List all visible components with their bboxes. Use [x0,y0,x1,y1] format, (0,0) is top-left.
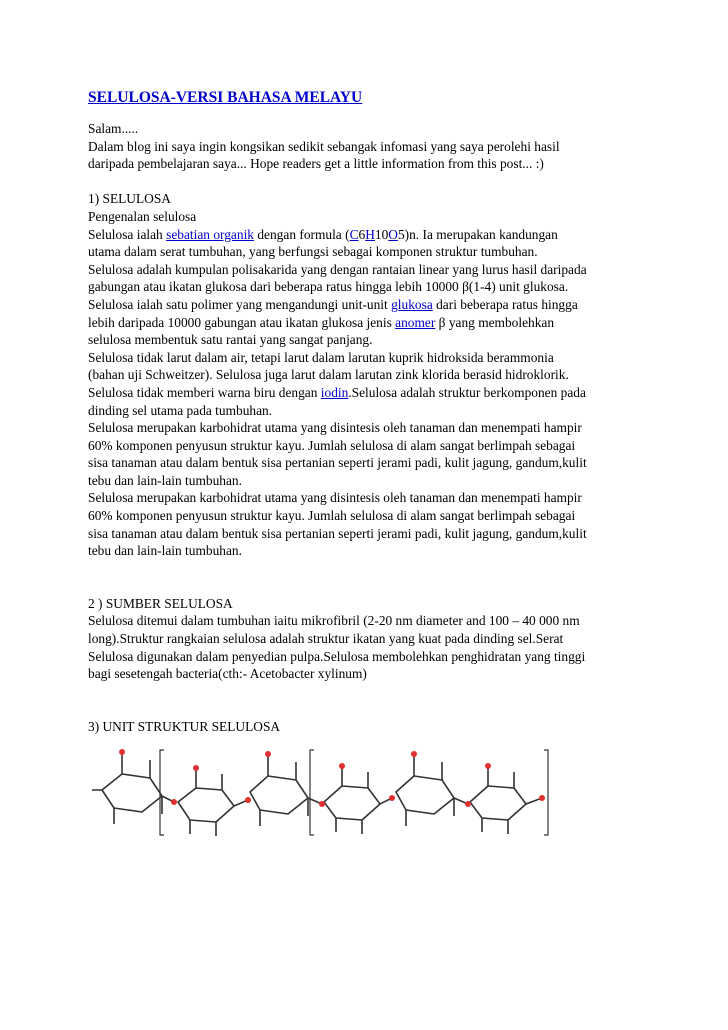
link-anomer[interactable]: anomer [395,314,436,330]
paragraph-line: 60% komponen penyusun struktur kayu. Jumlah selulosa di alam sangat berlimpah sebagai [88,437,576,453]
paragraph-line: selulosa membentuk satu rantai yang sangat panjang. [88,332,373,348]
paragraph-line: 60% komponen penyusun struktur kayu. Jumlah selulosa di alam sangat berlimpah sebagai [88,508,576,524]
paragraph-line [88,296,648,314]
paragraph-line: Selulosa ditemui dalam tumbuhan iaitu mikrofibril (2-20 nm diameter and 100 – 40 000 nm [88,613,580,629]
document-page [88,88,648,735]
link-carbon[interactable]: C [349,226,359,242]
intro-line: Dalam blog ini saya ingin kongsikan sedikit sebangak infomasi yang saya perolehi hasil [88,138,560,154]
text-span: Selulosa ialah [88,226,167,242]
paragraph-line [88,384,648,402]
text-span: 5)n. Ia merupakan kandungan [397,226,558,242]
paragraph-line: Selulosa merupakan karbohidrat utama yang disintesis oleh tanaman dan menempati hampir [88,490,582,506]
paragraph-line: long).Struktur rangkaian selulosa adalah struktur ikatan yang kuat pada dinding sel.Serat [88,631,564,647]
text-span: β yang membolehkan [435,314,555,330]
link-iodin[interactable]: iodin [320,384,349,400]
paragraph-line: tebu dan lain-lain tumbuhan. [88,472,242,488]
text-span: lebih daripada 10000 gabungan atau ikatan glukosa jenis [88,314,396,330]
text-span: Selulosa ialah satu polimer yang mengandungi unit-unit [88,296,392,312]
link-oxygen[interactable]: O [388,226,398,242]
paragraph-line [88,226,648,244]
paragraph-line [88,314,648,332]
paragraph-line: utama dalam serat tumbuhan, yang berfungsi sebagai komponen struktur tumbuhan. [88,244,538,260]
section-1-subheading: Pengenalan selulosa [88,208,197,224]
intro-line: daripada pembelajaran saya... Hope readers get a little information from this post... :) [88,156,544,172]
paragraph-line: sisa tanaman atau dalam bentuk sisa pertanian seperti jerami padi, kulit jagung, gandum,kulit [88,455,587,471]
page-title[interactable]: SELULOSA-VERSI BAHASA MELAYU [88,89,363,106]
intro-greeting: Salam..... [88,121,139,136]
section-1-heading: 1) SELULOSA [88,191,171,207]
paragraph-line: tebu dan lain-lain tumbuhan. [88,543,242,559]
link-hydrogen[interactable]: H [365,226,375,242]
paragraph-line: bagi sesetengah bacteria(cth:- Acetobacter xylinum) [88,666,367,682]
cellulose-structure-diagram [92,740,552,840]
paragraph-line: Selulosa tidak larut dalam air, tetapi larut dalam larutan kuprik hidroksida berammonia [88,349,554,365]
link-glukosa[interactable]: glukosa [391,296,433,312]
paragraph-line: Selulosa digunakan dalam penyedian pulpa.Selulosa membolehkan penghidratan yang tinggi [88,648,586,664]
text-span: dengan formula ( [254,226,350,242]
paragraph-line: gabungan atau ikatan glukosa dari beberapa ratus hingga lebih 10000 β(1-4) unit glukosa. [88,279,569,295]
section-3-heading: 3) UNIT STRUKTUR SELULOSA [88,718,281,734]
text-span: Selulosa tidak memberi warna biru dengan [88,384,321,400]
text-span: .Selulosa adalah struktur berkomponen pada [348,384,586,400]
paragraph-line: Selulosa merupakan karbohidrat utama yang disintesis oleh tanaman dan menempati hampir [88,420,582,436]
paragraph-line: Selulosa adalah kumpulan polisakarida yang dengan rantaian linear yang lurus hasil daripada [88,261,587,277]
text-span: dari beberapa ratus hingga [432,296,578,312]
text-span: 10 [374,226,389,242]
paragraph-line: dinding sel utama pada tumbuhan. [88,402,273,418]
link-sebatian-organik[interactable]: sebatian organik [166,226,254,242]
paragraph-line: (bahan uji Schweitzer). Selulosa juga larut dalam larutan zink klorida berasid hidroklorik. [88,367,569,383]
paragraph-line: sisa tanaman atau dalam bentuk sisa pertanian seperti jerami padi, kulit jagung, gandum,kulit [88,525,587,541]
text-span: 6 [358,226,366,242]
section-2-heading: 2 ) SUMBER SELULOSA [88,595,233,611]
